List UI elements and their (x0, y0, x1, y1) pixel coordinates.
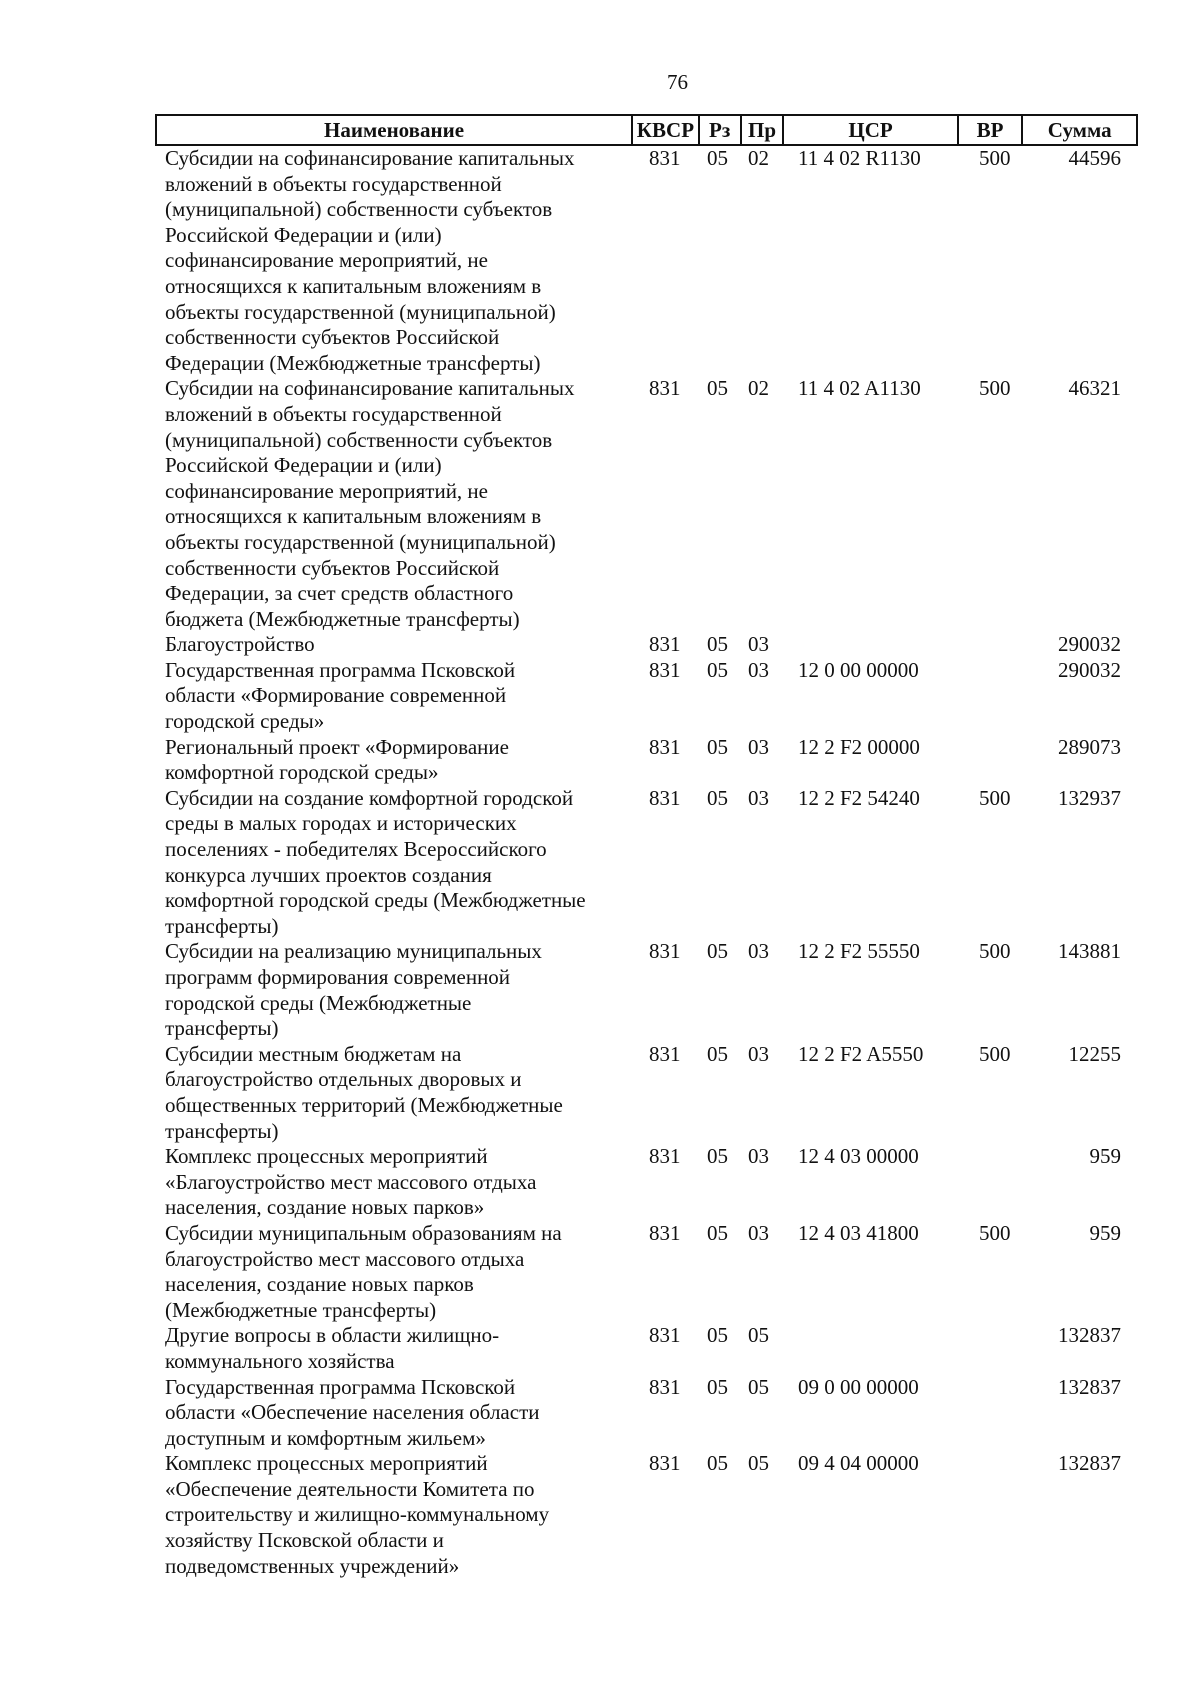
row-name (155, 1451, 633, 1579)
row-name (155, 1221, 633, 1323)
table-row (155, 658, 1138, 735)
row-name-line: относящихся к капитальным вложениям в (165, 504, 542, 529)
row-pr: 05 (748, 1374, 769, 1399)
row-kvsr: 831 (649, 785, 681, 810)
row-kvsr: 831 (649, 1041, 681, 1066)
row-name-line: (Межбюджетные трансферты) (165, 1297, 437, 1322)
row-name-line: Государственная программа Псковской (165, 657, 516, 682)
row-name-line: Благоустройство (165, 632, 315, 657)
row-pr: 03 (748, 1144, 769, 1169)
table-header (155, 114, 1138, 146)
row-name-line: комфортной городской среды (Межбюджетные (165, 888, 586, 913)
row-name-line: Федерации, за счет средств областного (165, 581, 514, 606)
row-name-line: «Благоустройство мест массового отдыха (165, 1169, 537, 1194)
table-row (155, 1375, 1138, 1452)
header-rz: Рз (700, 116, 742, 144)
row-name-line: Субсидии на софинансирование капитальных (165, 146, 575, 170)
row-name-line: Субсидии на реализацию муниципальных (165, 939, 542, 964)
row-vr (960, 658, 1025, 735)
table-row (155, 786, 1138, 940)
row-vr (960, 1323, 1025, 1374)
row-name-line: хозяйству Псковской области и (165, 1528, 444, 1553)
header-sum: Сумма (1047, 118, 1112, 142)
row-rz: 05 (707, 657, 728, 682)
row-name (155, 939, 633, 1041)
row-pr: 02 (748, 376, 769, 401)
row-name-line: городской среды (Межбюджетные (165, 990, 472, 1015)
row-name-line: Федерации (Межбюджетные трансферты) (165, 350, 541, 375)
row-rz: 05 (707, 785, 728, 810)
row-vr: 500 (979, 376, 1011, 401)
row-name-line: подведомственных учреждений» (165, 1553, 460, 1578)
row-name-line: благоустройство мест массового отдыха (165, 1246, 525, 1271)
row-rz: 05 (707, 1323, 728, 1348)
row-name (155, 658, 633, 735)
row-kvsr: 831 (649, 632, 681, 657)
table-row (155, 376, 1138, 632)
row-rz: 05 (707, 939, 728, 964)
row-name-line: Региональный проект «Формирование (165, 734, 509, 759)
row-name-line: трансферты) (165, 1016, 279, 1041)
row-vr (960, 735, 1025, 786)
row-name (155, 735, 633, 786)
row-name-line: собственности субъектов Российской (165, 325, 500, 350)
row-name-line: конкурса лучших проектов создания (165, 862, 492, 887)
row-name (155, 632, 633, 658)
row-name-line: среды в малых городах и исторических (165, 811, 517, 836)
row-csr: 12 4 03 41800 (798, 1220, 919, 1245)
row-sum: 12255 (1068, 1041, 1121, 1066)
row-kvsr: 831 (649, 1144, 681, 1169)
table-row (155, 939, 1138, 1041)
row-vr (960, 1375, 1025, 1452)
row-kvsr: 831 (649, 1323, 681, 1348)
row-name-line: комфортной городской среды» (165, 760, 439, 785)
row-sum: 290032 (1058, 657, 1121, 682)
row-kvsr: 831 (649, 1220, 681, 1245)
row-rz: 05 (707, 1374, 728, 1399)
row-vr (960, 632, 1025, 658)
row-pr: 05 (748, 1323, 769, 1348)
row-name-line: поселениях - победителях Всероссийского (165, 837, 547, 862)
row-rz: 05 (707, 376, 728, 401)
row-name-line: (муниципальной) собственности субъектов (165, 427, 553, 452)
row-name-line: Субсидии на софинансирование капитальных (165, 376, 575, 401)
row-sum: 132837 (1058, 1451, 1121, 1476)
row-rz: 05 (707, 632, 728, 657)
header-csr: ЦСР (784, 116, 958, 144)
table-row (155, 632, 1138, 658)
row-pr: 03 (748, 657, 769, 682)
row-name-line: «Обеспечение деятельности Комитета по (165, 1476, 535, 1501)
row-vr: 500 (979, 1041, 1011, 1066)
header-name: Наименование (157, 116, 633, 144)
row-pr: 02 (748, 146, 769, 170)
row-vr (960, 1451, 1025, 1579)
header-kvsr: КВСР (633, 116, 700, 144)
row-name-line: населения, создание новых парков» (165, 1195, 485, 1220)
row-sum: 46321 (1068, 376, 1121, 401)
row-name-line: Российской Федерации и (или) (165, 453, 442, 478)
row-pr: 05 (748, 1451, 769, 1476)
table-row (155, 146, 1138, 376)
row-name-line: благоустройство отдельных дворовых и (165, 1067, 522, 1092)
row-pr: 03 (748, 734, 769, 759)
budget-table (155, 114, 1138, 1579)
row-name-line: вложений в объекты государственной (165, 401, 502, 426)
row-name (155, 786, 633, 940)
row-csr: 12 0 00 00000 (798, 657, 919, 682)
row-name-line: строительству и жилищно-коммунальному (165, 1502, 550, 1527)
row-csr: 11 4 02 R1130 (798, 146, 921, 170)
row-rz: 05 (707, 1451, 728, 1476)
row-pr: 03 (748, 632, 769, 657)
row-csr: 12 2 F2 55550 (798, 939, 920, 964)
row-pr: 03 (748, 939, 769, 964)
row-name-line: коммунального хозяйства (165, 1348, 395, 1373)
row-pr: 03 (748, 785, 769, 810)
row-sum: 132837 (1058, 1323, 1121, 1348)
row-pr: 03 (748, 1220, 769, 1245)
row-kvsr: 831 (649, 376, 681, 401)
page-number: 76 (667, 70, 688, 94)
row-kvsr: 831 (649, 1451, 681, 1476)
row-csr: 11 4 02 A1130 (798, 376, 921, 401)
row-sum: 132837 (1058, 1374, 1121, 1399)
row-csr: 12 2 F2 A5550 (798, 1041, 924, 1066)
row-kvsr: 831 (649, 734, 681, 759)
row-name-line: Субсидии местным бюджетам на (165, 1041, 462, 1066)
row-vr (960, 1144, 1025, 1221)
table-row (155, 1451, 1138, 1579)
row-sum: 44596 (1068, 146, 1121, 170)
row-rz: 05 (707, 1144, 728, 1169)
row-name-line: населения, создание новых парков (165, 1272, 474, 1297)
row-kvsr: 831 (649, 939, 681, 964)
header-vr: ВР (959, 116, 1024, 144)
row-vr: 500 (979, 1220, 1011, 1245)
row-name-line: софинансирование мероприятий, не (165, 248, 488, 273)
row-name-line: Другие вопросы в области жилищно- (165, 1323, 500, 1348)
row-name (155, 146, 633, 376)
row-name-line: объекты государственной (муниципальной) (165, 299, 556, 324)
row-sum: 132937 (1058, 785, 1121, 810)
row-name (155, 1375, 633, 1452)
row-kvsr: 831 (649, 1374, 681, 1399)
row-csr: 12 2 F2 00000 (798, 734, 920, 759)
row-name-line: Комплекс процессных мероприятий (165, 1451, 488, 1476)
row-rz: 05 (707, 1220, 728, 1245)
row-name (155, 1323, 633, 1374)
row-name-line: (муниципальной) собственности субъектов (165, 197, 553, 222)
table-row (155, 735, 1138, 786)
row-name-line: Субсидии на создание комфортной городской (165, 785, 574, 810)
table-row (155, 1144, 1138, 1221)
table-row (155, 1042, 1138, 1144)
row-csr (785, 1323, 960, 1374)
row-csr: 09 4 04 00000 (798, 1451, 919, 1476)
row-sum: 959 (1089, 1144, 1121, 1169)
row-csr: 09 0 00 00000 (798, 1374, 919, 1399)
row-name-line: области «Формирование современной (165, 683, 507, 708)
row-name-line: относящихся к капитальным вложениям в (165, 273, 542, 298)
row-name-line: программ формирования современной (165, 965, 511, 989)
row-name-line: трансферты) (165, 913, 279, 938)
row-kvsr: 831 (649, 146, 681, 170)
row-name-line: вложений в объекты государственной (165, 171, 502, 196)
row-name-line: собственности субъектов Российской (165, 555, 500, 580)
table-row (155, 1323, 1138, 1374)
row-name-line: трансферты) (165, 1118, 279, 1143)
row-name (155, 376, 633, 632)
row-vr: 500 (979, 146, 1011, 170)
header-pr: Пр (742, 116, 785, 144)
row-rz: 05 (707, 1041, 728, 1066)
row-vr: 500 (979, 939, 1011, 964)
row-name (155, 1144, 633, 1221)
row-csr (785, 632, 960, 658)
row-sum: 959 (1089, 1220, 1121, 1245)
table-body (155, 146, 1138, 1579)
row-name-line: Субсидии муниципальным образованиям на (165, 1220, 562, 1245)
row-name-line: Государственная программа Псковской (165, 1374, 516, 1399)
row-vr: 500 (979, 785, 1011, 810)
row-name-line: общественных территорий (Межбюджетные (165, 1092, 563, 1117)
row-name-line: Комплекс процессных мероприятий (165, 1144, 488, 1169)
row-name (155, 1042, 633, 1144)
row-name-line: объекты государственной (муниципальной) (165, 529, 556, 554)
row-name-line: бюджета (Межбюджетные трансферты) (165, 606, 520, 631)
row-name-line: Российской Федерации и (или) (165, 222, 442, 247)
row-rz: 05 (707, 734, 728, 759)
table-row (155, 1221, 1138, 1323)
row-rz: 05 (707, 146, 728, 170)
row-kvsr: 831 (649, 657, 681, 682)
row-name-line: софинансирование мероприятий, не (165, 478, 488, 503)
row-name-line: доступным и комфортным жильем» (165, 1425, 486, 1450)
row-name-line: области «Обеспечение населения области (165, 1400, 540, 1425)
row-csr: 12 2 F2 54240 (798, 785, 920, 810)
row-sum: 289073 (1058, 734, 1121, 759)
row-sum: 290032 (1058, 632, 1121, 657)
row-name-line: городской среды» (165, 709, 325, 734)
row-pr: 03 (748, 1041, 769, 1066)
row-csr: 12 4 03 00000 (798, 1144, 919, 1169)
row-sum: 143881 (1058, 939, 1121, 964)
